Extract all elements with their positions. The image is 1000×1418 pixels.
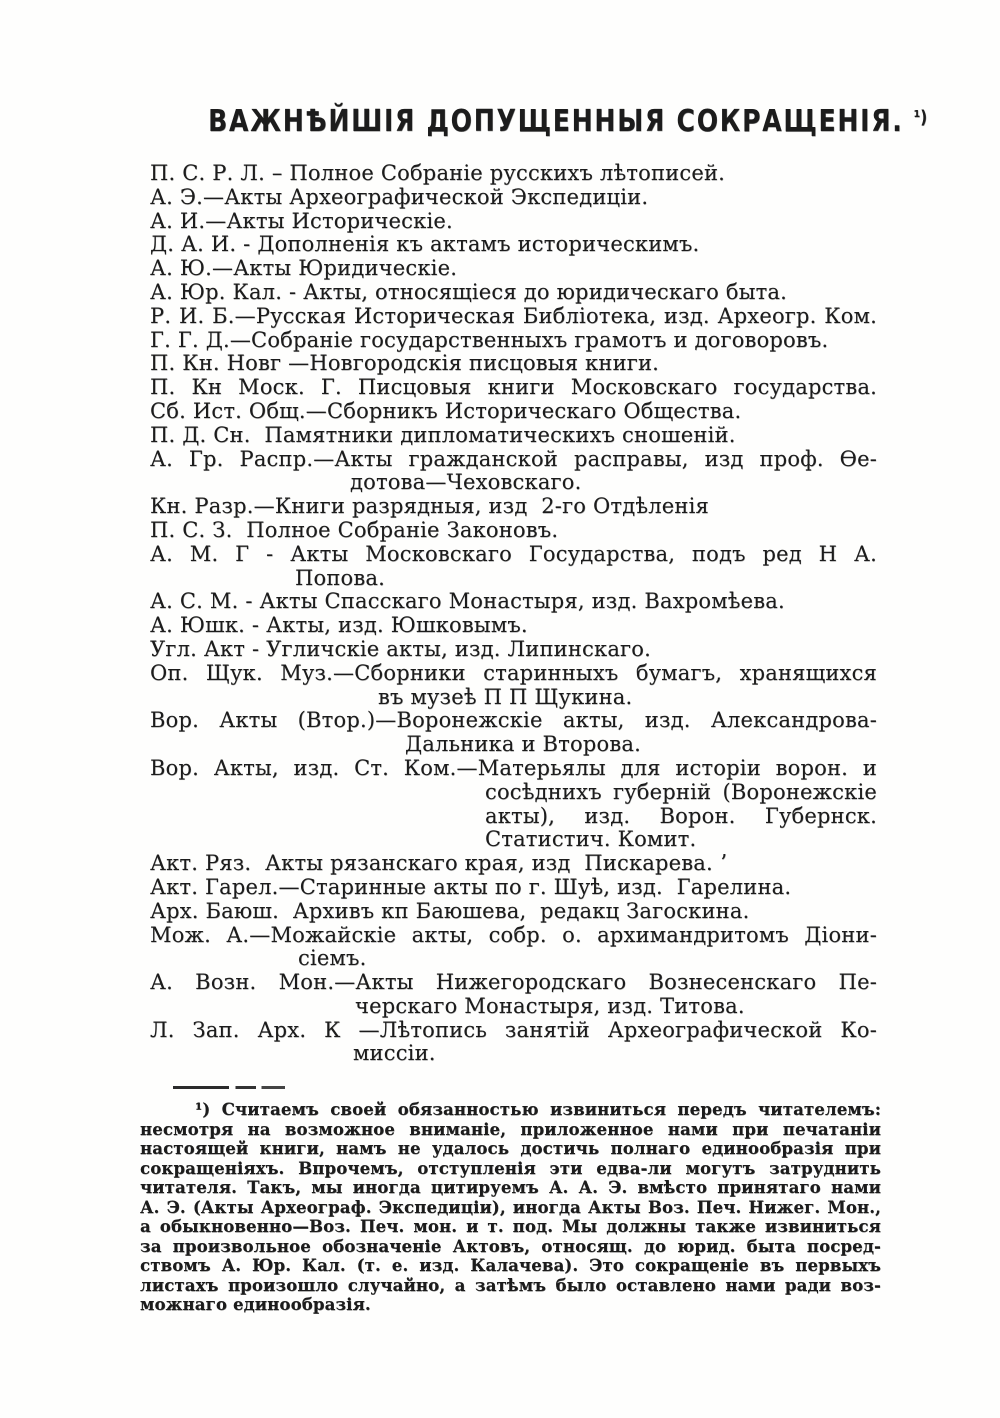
abbreviation-line: Статистич. Комит. <box>485 827 697 852</box>
abbreviation-line: миссіи. <box>353 1041 436 1066</box>
footnote-line: ствомъ А. Юр. Кал. (т. е. изд. Калачева). Это сокращеніе въ первыхъ <box>140 1255 881 1275</box>
abbreviation-line: Мож. А.—Можайскіе акты, собр. о. архимандритомъ Діони- <box>150 922 877 947</box>
footnote-line: можнаго единообразія. <box>140 1294 371 1314</box>
footnote-line: за произвольное обозначеніе Актовъ, относящ. до юрид. быта посред- <box>140 1235 881 1256</box>
abbreviation-line: А. И.—Акты Историческіе. <box>150 208 453 233</box>
abbreviation-line: акты), изд. Ворон. Губернск. <box>485 803 877 828</box>
footnote-line: сокращеніяхъ. Впрочемъ, отступленія эти едва-ли могутъ затруднить <box>140 1157 881 1178</box>
abbreviation-line: дотова—Чеховскаго. <box>350 470 582 495</box>
abbreviation-line: Угл. Акт - Угличскіе акты, изд. Липинскаго. <box>150 636 651 661</box>
abbreviation-line: П. С. З. Полное Собраніе Законовъ. <box>150 517 559 542</box>
abbreviation-line: А. Юшк. - Акты, изд. Юшковымъ. <box>150 613 528 638</box>
abbreviation-line: Сб. Ист. Общ.—Сборникъ Историческаго Общества. <box>150 398 742 423</box>
abbreviation-line: Дальника и Второва. <box>405 732 641 757</box>
abbreviation-line: Вор. Акты (Втор.)—Воронежскіе акты, изд. Александрова- <box>150 708 877 733</box>
abbreviation-line: П. Кн Моск. Г. Писцовыя книги Московскаго государства. <box>150 375 877 400</box>
abbreviation-line: Оп. Щук. Муз.—Сборники старинныхъ бумагъ, хранящихся <box>150 660 877 685</box>
abbreviation-line: П. Кн. Новг —Новгородскія писцовыя книги. <box>150 351 660 376</box>
abbreviation-line: Акт. Гарел.—Старинные акты по г. Шуѣ, изд. Гарелина. <box>150 874 792 899</box>
title-footnote-mark: ¹) <box>913 107 928 128</box>
abbreviation-line: Кн. Разр.—Книги разрядныя, изд 2-го Отдѣленія <box>150 494 709 519</box>
abbreviation-line: Попова. <box>295 565 386 590</box>
footnote-line: несмотря на возможное вниманіе, приложенное нами при печатаніи <box>140 1118 881 1139</box>
abbreviation-line: въ музеѣ П П Щукина. <box>378 684 633 709</box>
abbreviation-line: А. С. М. - Акты Спасскаго Монастыря, изд. Вахромѣева. <box>150 589 785 614</box>
abbreviation-line: П. С. Р. Л. – Полное Собраніе русскихъ лѣтописей. <box>150 161 726 185</box>
abbreviation-line: А. Юр. Кал. - Акты, относящіеся до юридическаго быта. <box>150 279 788 304</box>
page-title <box>208 104 928 139</box>
abbreviation-line: Арх. Баюш. Архивъ кп Баюшева, редакц Загоскина. <box>150 898 750 923</box>
abbreviation-line: А. Возн. Мон.—Акты Нижегородскаго Вознесенскаго Пе- <box>150 970 877 995</box>
abbreviation-list <box>150 162 877 1066</box>
abbreviation-line: А. М. Г - Акты Московскаго Государства, подъ ред Н А. <box>150 541 877 566</box>
abbreviation-line: А. Гр. Распр.—Акты гражданской расправы, изд проф. Ѳе- <box>150 446 877 471</box>
footnote-line: а обыкновенно—Воз. Печ. мон. и т. под. Мы должны также извиниться <box>140 1216 881 1236</box>
abbreviation-line: Г. Г. Д.—Собраніе государственныхъ грамотъ и договоровъ. <box>150 327 829 352</box>
abbreviation-line: А. Ю.—Акты Юридическіе. <box>150 256 458 281</box>
abbreviation-line: сіемъ. <box>298 946 367 971</box>
footnote-line: ¹) Считаемъ своей обязанностью извиниться передъ читателемъ: <box>195 1099 881 1119</box>
abbreviation-line: Р. И. Б.—Русская Историческая Библіотека, изд. Археогр. Ком. <box>150 303 877 328</box>
footnote-line: А. Э. (Акты Археограф. Экспедиціи), иногда Акты Воз. Печ. Нижег. Мон., <box>140 1196 881 1217</box>
abbreviation-line: П. Д. Сн. Памятники дипломатическихъ сношеній. <box>150 422 736 447</box>
footnote-line: листахъ произошло случайно, а затѣмъ было оставлено нами ради воз- <box>140 1274 881 1295</box>
page-title-text: ВАЖНѢЙШІЯ ДОПУЩЕННЫЯ СОКРАЩЕНІЯ. <box>208 104 904 139</box>
abbreviation-line: Вор. Акты, изд. Ст. Ком.—Матерьялы для исторіи ворон. и <box>150 755 877 780</box>
footnote-line: настоящей книги, намъ не удалось достичь полнаго единообразія при <box>140 1138 881 1158</box>
abbreviation-line: черскаго Монастыря, изд. Титова. <box>355 993 745 1018</box>
abbreviation-line: Л. Зап. Арх. К —Лѣтопись занятій Археографической Ко- <box>150 1017 877 1042</box>
abbreviation-line: Акт. Ряз. Акты рязанскаго края, изд Пискарева. ʼ <box>150 851 727 876</box>
abbreviation-line: А. Э.—Акты Археографической Экспедиціи. <box>150 184 649 209</box>
footnote-separator <box>173 1086 285 1089</box>
abbreviation-line: Д. А. И. - Дополненія къ актамъ историческимъ. <box>150 232 700 257</box>
abbreviation-line: сосѣднихъ губерній (Воронежскіе <box>485 779 877 804</box>
footnote <box>140 1100 881 1315</box>
footnote-line: читателя. Такъ, мы иногда цитируемъ А. А. Э. вмѣсто принятаго нами <box>140 1177 881 1197</box>
